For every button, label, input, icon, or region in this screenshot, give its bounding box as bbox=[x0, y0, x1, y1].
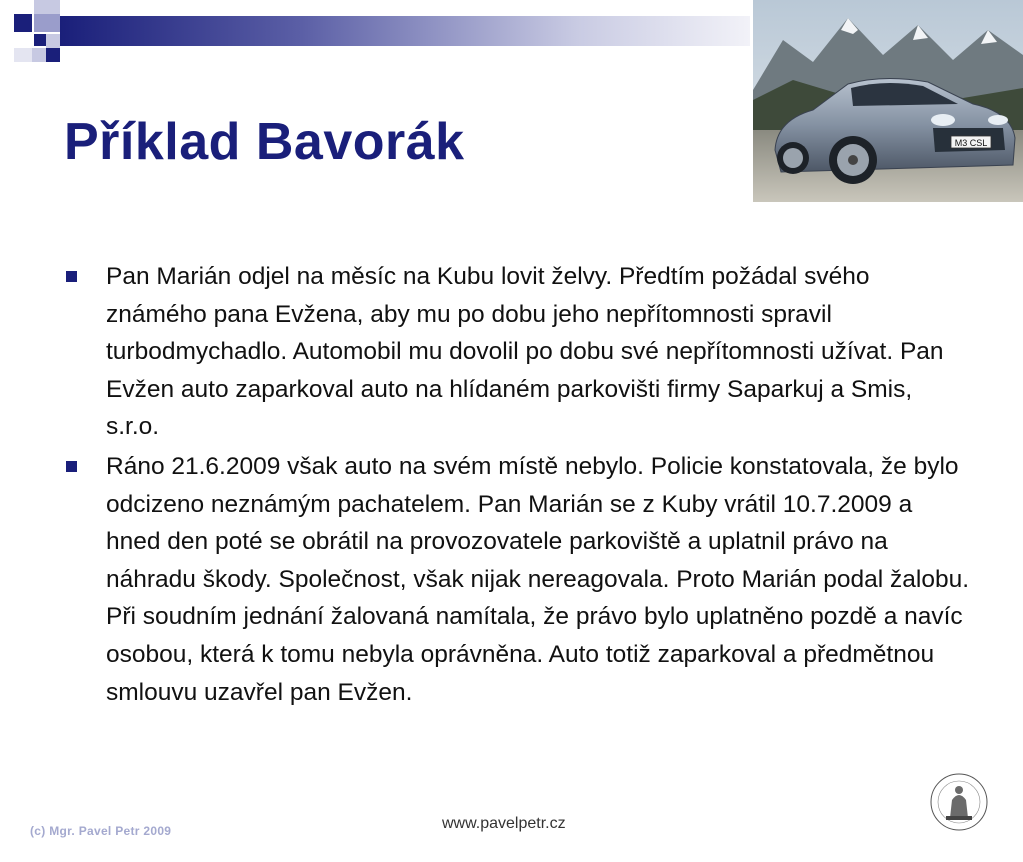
decor-square bbox=[34, 0, 60, 14]
bullet-text: Ráno 21.6.2009 však auto na svém místě nebylo. Policie konstatovala, že bylo odcizeno neznámým pachatelem. Pan Marián se z Kuby vrátil 10.7.2009 a hned den poté se obrátil na provozovatele parkoviště a uplatnil právo na náhradu škody. Společnost, však nijak nereagovala. Proto Marián podal žalobu. Při soudním jednání žalovaná namítala, že právo bylo uplatněno pozdě a navíc osobou, která k tomu nebyla oprávněna. Auto totiž zaparkoval a předmětnou smlouvu uzavřel pan Evžen. bbox=[106, 452, 970, 706]
bullet-text: Pan Marián odjel na měsíc na Kubu lovit želvy. Předtím požádal svého známého pana Evžena, aby mu po dobu jeho nepřítomnosti spravil turbodmychadlo. Automobil mu dovolil po dobu své nepřítomnosti užívat. Pan Evžen auto zaparkoval auto na hlídaném parkovišti firmy Saparkuj a Smis, s.r.o. bbox=[106, 263, 944, 441]
decor-square bbox=[14, 48, 32, 62]
license-plate: M3 CSL bbox=[954, 138, 988, 148]
decor-square bbox=[34, 14, 60, 32]
decor-square bbox=[32, 48, 46, 62]
square-bullet-icon bbox=[66, 461, 77, 472]
decor-square bbox=[46, 48, 60, 62]
bullet-list bbox=[66, 258, 971, 713]
list-item bbox=[66, 448, 971, 711]
header-gradient-bar bbox=[60, 16, 750, 46]
decor-square bbox=[46, 34, 60, 48]
footer-url: www.pavelpetr.cz bbox=[442, 815, 566, 832]
footer-copyright: (c) Mgr. Pavel Petr 2009 bbox=[30, 824, 172, 838]
square-bullet-icon bbox=[66, 271, 77, 282]
list-item bbox=[66, 258, 971, 446]
decor-square bbox=[14, 14, 32, 32]
car-photo bbox=[753, 0, 1023, 202]
university-seal-icon bbox=[922, 772, 996, 832]
decor-square bbox=[34, 34, 46, 46]
slide-title: Příklad Bavorák bbox=[64, 113, 465, 171]
